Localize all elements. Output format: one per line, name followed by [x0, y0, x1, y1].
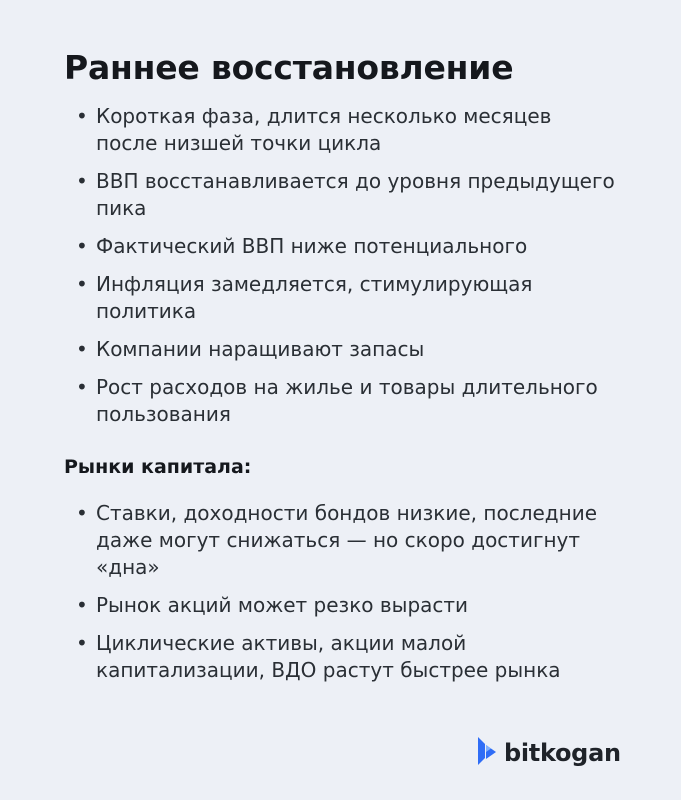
bullet-icon: •: [76, 169, 88, 193]
list-item-text: Циклические активы, акции малой капитализации, ВДО растут быстрее рынка: [96, 631, 561, 682]
bullet-icon: •: [76, 234, 88, 258]
list-item-text: Компании наращивают запасы: [96, 337, 425, 361]
bullet-icon: •: [76, 631, 88, 655]
list-item-text: Рынок акций может резко вырасти: [96, 593, 469, 617]
bullet-icon: •: [76, 501, 88, 525]
list-item: [0, 592, 616, 619]
list-item-text: Ставки, доходности бондов низкие, последние даже могут снижаться — но скоро достигнут «дна»: [96, 501, 597, 579]
bullet-icon: •: [76, 104, 88, 128]
list-item-text: ВВП восстанавливается до уровня предыдущего пика: [96, 169, 615, 220]
list-item: [0, 233, 616, 260]
brand-name: bitkogan: [504, 739, 621, 767]
bullet-icon: •: [76, 375, 88, 399]
brand-logo: [476, 736, 621, 770]
list-item: [0, 500, 616, 581]
capital-markets-heading: Рынки капитала:: [64, 456, 252, 478]
list-item: [0, 103, 616, 157]
phase-characteristics-list: [0, 103, 616, 439]
page-title: Раннее восстановление: [64, 48, 514, 87]
list-item-text: Фактический ВВП ниже потенциального: [96, 234, 528, 258]
list-item-text: Рост расходов на жилье и товары длительного пользования: [96, 375, 598, 426]
bullet-icon: •: [76, 272, 88, 296]
list-item: [0, 168, 616, 222]
bullet-icon: •: [76, 593, 88, 617]
bullet-icon: •: [76, 337, 88, 361]
list-item: [0, 336, 616, 363]
capital-markets-list: [0, 500, 616, 695]
list-item-text: Инфляция замедляется, стимулирующая политика: [96, 272, 533, 323]
list-item: [0, 374, 616, 428]
list-item-text: Короткая фаза, длится несколько месяцев после низшей точки цикла: [96, 104, 552, 155]
bitkogan-logo-icon: [476, 736, 498, 770]
list-item: [0, 630, 616, 684]
list-item: [0, 271, 616, 325]
